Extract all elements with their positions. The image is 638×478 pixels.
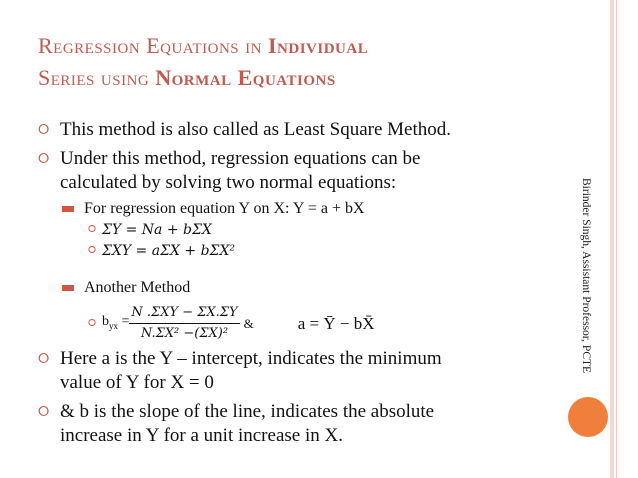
title-word: Equations in	[146, 33, 262, 58]
side-decoration-line	[616, 0, 617, 478]
bullet-text: Under this method, regression equations can be calculated by solving two normal equations:	[60, 148, 421, 193]
a-formula: a = Ȳ − bX̄	[297, 313, 375, 333]
bullet-item	[38, 347, 442, 395]
bullet-text: & b is the slope of the line, indicates the absolute increase in Y for a unit increase in X.	[60, 401, 435, 446]
sub-bullet-item	[62, 278, 190, 298]
ring-bullet-icon: ⭘	[38, 404, 50, 420]
slide-title	[38, 30, 558, 94]
bullet-item	[38, 147, 420, 195]
ampersand: &	[243, 315, 254, 331]
ring-bullet-icon: ⭘	[38, 122, 50, 138]
sub-bullet-item	[62, 199, 365, 219]
byx-formula: $b_{yx}$ =	[102, 313, 130, 331]
bullet-text: Here a is the Y – intercept, indicates the minimum value of Y for X = 0	[60, 348, 442, 393]
sub-bullet-text: Another Method	[84, 279, 191, 296]
equation-item	[88, 304, 375, 343]
normal-equation-2: ΣXY = aΣX + bΣX²	[102, 243, 236, 259]
sub-bullet-text: For regression equation Y on X: Y = a + bX	[84, 200, 365, 217]
ring-bullet-icon: ⭘	[88, 245, 96, 256]
side-decoration-bar	[610, 0, 614, 478]
byx-fraction	[129, 304, 239, 343]
ring-bullet-icon: ⭘	[88, 317, 96, 329]
ring-bullet-icon: ⭘	[88, 224, 96, 235]
title-word: Series	[38, 65, 95, 90]
decorative-circle	[568, 397, 608, 437]
ring-bullet-icon: ⭘	[38, 151, 50, 167]
title-word: Regression	[38, 33, 141, 58]
bullet-item	[38, 400, 434, 448]
title-word: Individual	[267, 33, 369, 58]
fraction-numerator: N .ΣXY − ΣX.ΣY	[129, 304, 239, 324]
square-bullet-icon	[62, 285, 74, 291]
equation-item	[88, 221, 212, 239]
fraction-denominator: N.ΣX² −(ΣX)²	[140, 326, 229, 341]
equation-item	[88, 242, 235, 260]
author-footer: Birinder Singh, Assistant Professor, PCTE	[580, 178, 592, 374]
title-word: Normal Equations	[155, 65, 336, 90]
title-word: using	[100, 65, 150, 90]
square-bullet-icon	[62, 206, 74, 212]
normal-equation-1: ΣY = Na + bΣX	[102, 222, 212, 238]
bullet-text: This method is also called as Least Square Method.	[60, 119, 451, 140]
ring-bullet-icon: ⭘	[38, 351, 50, 367]
bullet-item	[38, 118, 451, 142]
